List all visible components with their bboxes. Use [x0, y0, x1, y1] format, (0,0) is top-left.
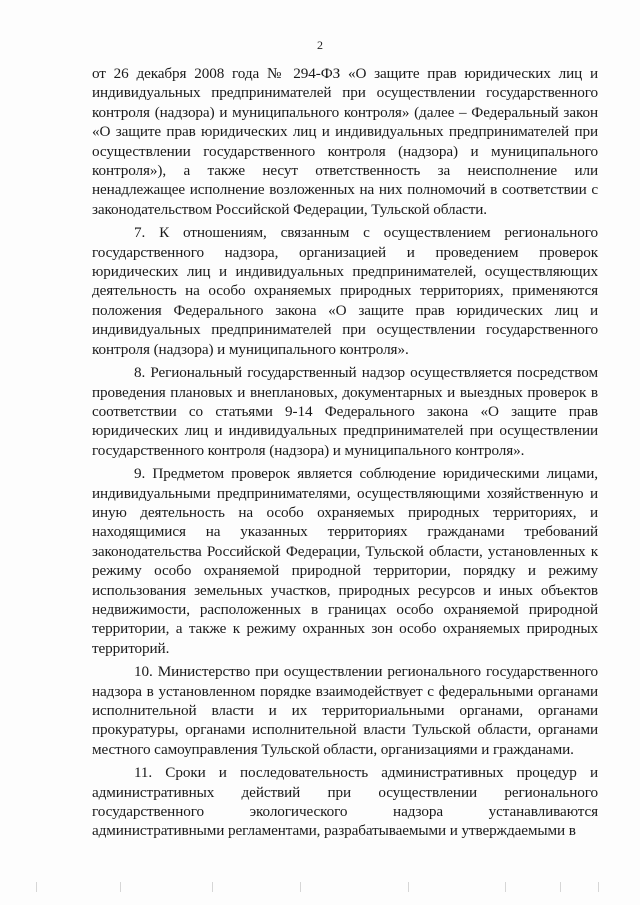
paragraph-continuation: от 26 декабря 2008 года № 294-ФЗ «О защите прав юридических лиц и индивидуальных предпринимателей при осуществлении государственного контроля (надзора) и муниципального контроля» (далее – Федеральный закон «О защите прав юридических лиц и индивидуальных предпринимателей при осуществлении государственного контроля (надзора) и муниципального контроля»), а также несут ответственность за неисполнение или ненадлежащее исполнение возложенных на них полномочий в соответствии с законодательством Российской Федерации, Тульской области. [92, 65, 598, 218]
paragraph-9: 9. Предметом проверок является соблюдение юридическими лицами, индивидуальными предпринимателями, осуществляющими хозяйственную и иную деятельность на особо охраняемых природных территориях, и находящимися на указанных территориях гражданами требований законодательства Российской Федерации, Тульской области, установленных к режиму особо охраняемой природной территории, порядку и режиму использования земельных участков, природных ресурсов и иных объектов недвижимости, расположенных в границах особо охраняемой природной территории, а также к режиму охранных зон особо охраняемых природных территорий. [92, 465, 598, 657]
page-number: 2 [317, 38, 323, 52]
paragraph-10: 10. Министерство при осуществлении регионального государственного надзора в установленном порядке взаимодействует с федеральными органами исполнительной власти и их территориальными органами, органами прокуратуры, органами исполнительной власти Тульской области, органами местного самоуправления Тульской области, организациями и гражданами. [92, 663, 598, 758]
paragraph-7: 7. К отношениям, связанным с осуществлением регионального государственного надзора, организацией и проведением проверок юридических лиц и индивидуальных предпринимателей, осуществляющих деятельность на особо охраняемых природных территориях, применяются положения Федерального закона «О защите прав юридических лиц и индивидуальных предпринимателей при осуществлении государственного контроля (надзора) и муниципального контроля». [92, 224, 598, 358]
paragraph-11: 11. Сроки и последовательность административных процедур и административных действий при осуществлении регионального государственного экологического надзора устанавливаются административными регламентами, разрабатываемыми и утверждаемыми в [92, 764, 598, 840]
paragraph-8: 8. Региональный государственный надзор осуществляется посредством проведения плановых и внеплановых, документарных и выездных проверок в соответствии со статьями 9-14 Федерального закона «О защите прав юридических лиц и индивидуальных предпринимателей при осуществлении государственного контроля (надзора) и муниципального контроля». [92, 364, 598, 459]
document-body [92, 64, 598, 845]
scan-bottom-edge [0, 882, 640, 896]
